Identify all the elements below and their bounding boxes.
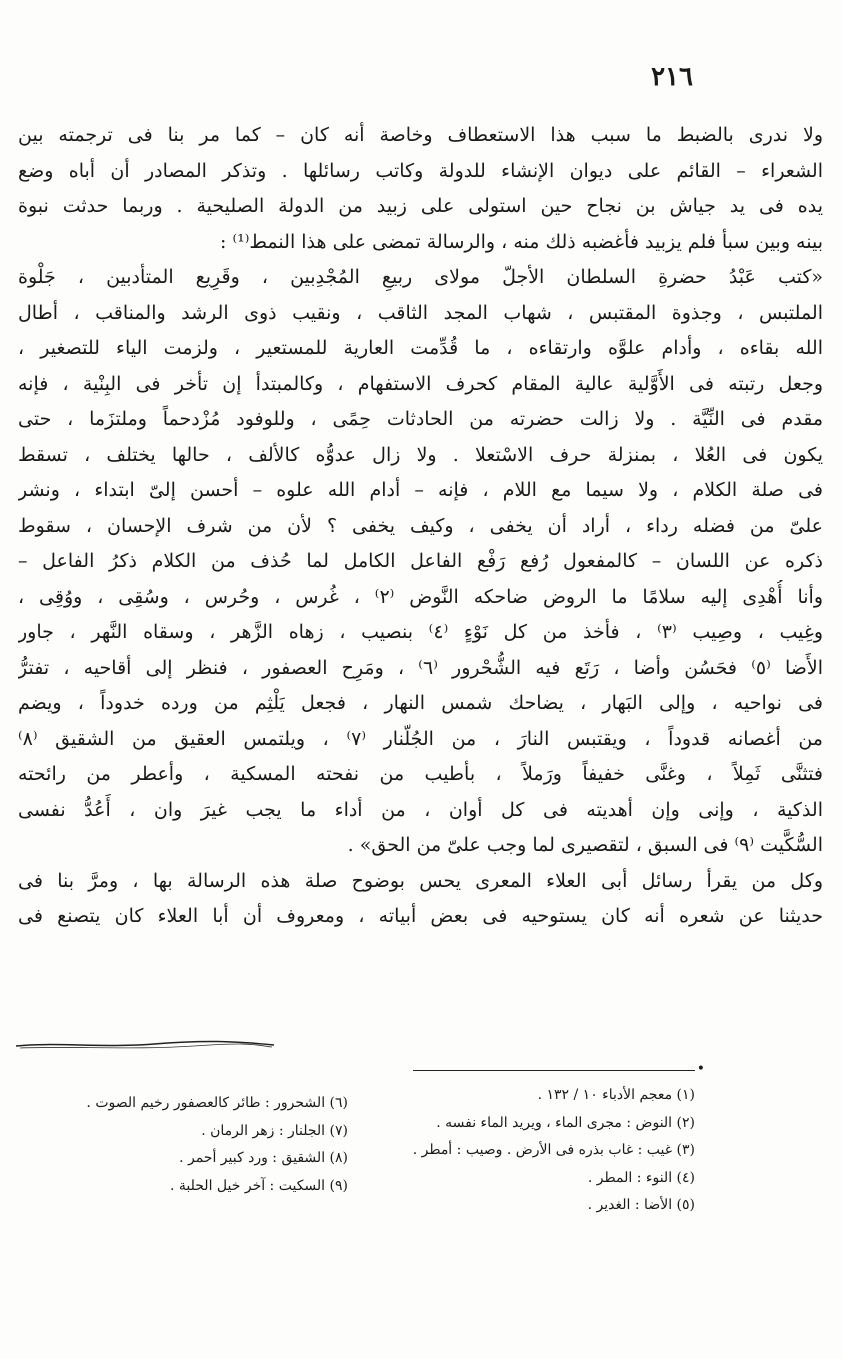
text-line-5: «كتب عَبْدُ حضرةِ السلطان الأجلّ مولاى ربيعِ المُجْدِبين ، وقَرِيع المتأدبين ، جَلْوة [18, 266, 823, 288]
text-line-18: من أغصانه قدوداً ، ويقتبس النارَ ، من الجُلّنار ⁽٧⁾ ، ويلتمس العقيق من الشقيق ⁽٨⁾ [18, 727, 823, 750]
text-line-14: وأنا أُهْدِى إليه سلامًا ما الروض ضاحكه النَّوض ⁽٢⁾ ، غُرس ، وحُرس ، وسُقِى ، ووُقِى ، [18, 585, 823, 608]
text-line-15: وغِيب ، وصِيب ⁽٣⁾ ، فأخذ من كل نَوْءٍ ⁽٤⁾ بنصيب ، زهاه الزَّهر ، وسقاه النَّهر ، جاور [18, 621, 823, 643]
text-line-7: الله بقاءه ، وأدام علوَّه وارتقاءه ، ما قُدِّمت العارية للمستعير ، ولزمت الياء للتصغير ، [18, 337, 823, 359]
text-line-13: ذكره عن اللسان – كالمفعول رُفع رَفْع الفاعل الكامل لما حُذف من الكلام ذكرُ الفاعل – [18, 550, 823, 572]
footnote-1: (١) معجم الأدباء ١٠ / ١٣٢ . [537, 1087, 695, 1103]
footnote-7: (٧) الجلنار : زهر الرمان . [201, 1122, 348, 1139]
text-line-16: الأَضا ⁽٥⁾ فحَسُن وأضا ، رَتَع فيه الشُّحْرور ⁽٦⁾ ، ومَرِح العصفور ، فنظر إلى أقاحيه ، تفترُّ [18, 656, 823, 679]
margin-dot: • [696, 1061, 705, 1077]
footnotes-right-column [395, 1082, 695, 1220]
text-line-23: حديثنا عن شعره أنه كان يستوحيه فى بعض أبياته ، ومعروف أن أبا العلاء كان يتصنع فى [18, 905, 823, 927]
text-line-10: يكون فى العُلا ، بمنزلة حرف الاسْتعلا . ولا زال عدوُّه كالألف ، حالها يختلف ، تسقط [18, 443, 823, 466]
footnote-2: (٢) النوض : مجرى الماء ، ويريد الماء نفسه . [436, 1114, 695, 1131]
page-number: ٢١٦ [651, 62, 693, 92]
text-line-21: السُّكَّيت ⁽٩⁾ فى السبق ، لتقصيرى لما وجب علىّ من الحق» . [347, 834, 823, 856]
text-line-20: الذكية ، وإنى وإن أهديته فى كل أوان ، من أداء ما يجب غيرَ وان ، أَعُدُّ نفسى [18, 798, 823, 821]
text-line-12: علىّ من فضله رداء ، أراد أن يخفى ، وكيف يخفى ؟ لأن من شرف الإحسان ، سقوط [18, 514, 823, 537]
text-line-3: يده فى يد جياش بن نجاح حين استولى على زبيد من الدولة الصليحية . وربما حدثت نبوة [18, 195, 823, 217]
text-line-1: ولا ندرى بالضبط ما سبب هذا الاستعطاف وخاصة أنه كان – كما مر بنا فى ترجمته بين [18, 124, 823, 146]
handwritten-underline [14, 1037, 276, 1051]
text-line-17: فى نواحيه ، وإلى البَهار ، يضاحك شمس النهار ، فجعل يَلْثِم من ورده خدوداً ، ويضم [18, 692, 823, 714]
footnote-separator [413, 1070, 695, 1071]
text-line-11: فى صلة الكلام ، ولا سيما مع اللام ، فإنه – أدام الله علوه – أحسن إلىّ ابتداء ، ونشر [18, 479, 823, 501]
footnote-9: (٩) السكيت : آخر خيل الحلبة . [170, 1177, 348, 1194]
text-line-9: مقدم فى النِّيَّة . ولا زالت حضرته من الحادثات حِمًى ، وللوفود مُزْدحماً وملتزَما ، حتى [18, 408, 823, 430]
footnote-3: (٣) غيب : غاب بذره فى الأرض . وصيب : أمطر . [412, 1142, 695, 1158]
text-line-4: بينه وبين سبأ فلم يزبيد فأغضبه ذلك منه ، والرسالة تمضى على هذا النمط⁽¹⁾ : [220, 230, 823, 253]
text-line-2: الشعراء – القائم على ديوان الإنشاء للدولة وكاتب رسائلها . وتذكر المصادر أن أباه وضع [18, 159, 823, 182]
footnote-5: (٥) الأضا : الغدير . [587, 1197, 695, 1213]
text-line-22: وكل من يقرأ رسائل أبى العلاء المعرى يحس بوضوح صلة هذه الرسالة بها ، ومرَّ بنا فى [18, 869, 823, 892]
footnote-4: (٤) النوء : المطر . [587, 1169, 695, 1186]
text-line-19: فتثنَّى ثَمِلاً ، وغنَّى خفيفاً ورَملاً ، بأطيب من نفحته المسكية ، وأعطر من رائحته [18, 763, 823, 785]
footnote-8: (٨) الشقيق : ورد كبير أحمر . [179, 1150, 348, 1166]
body-text [18, 118, 823, 935]
text-line-6: الملتبس ، وجذوة المقتبس ، شهاب المجد الثاقب ، ونقيب ذوى الرشد والمناقب ، أطال [18, 301, 823, 324]
footnotes-left-column [18, 1090, 348, 1200]
footnote-6: (٦) الشحرور : طائر كالعصفور رخيم الصوت . [86, 1095, 348, 1111]
text-line-8: وجعل رتبته فى الأَوَّلية عالية المقام كحرف الاستفهام ، وكالمبتدأ إن تأخر فى البِنْية ، فإنه [18, 372, 823, 395]
